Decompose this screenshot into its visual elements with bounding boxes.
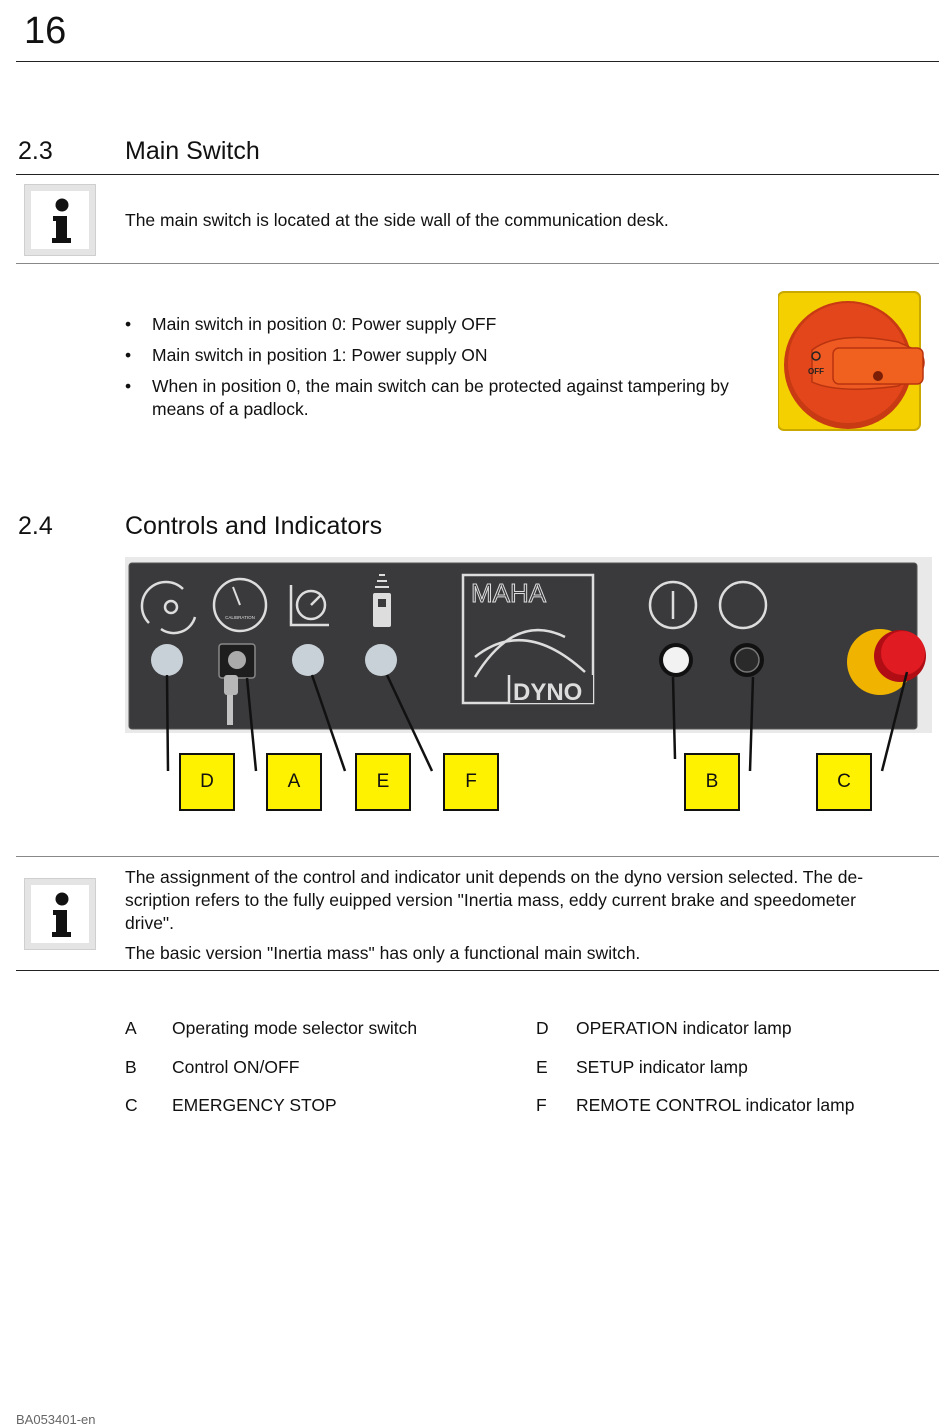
legend-item: E SETUP indicator lamp xyxy=(536,1056,748,1077)
setup-lamp xyxy=(292,644,324,676)
callout-f: F xyxy=(443,753,499,811)
info-rule xyxy=(16,263,939,264)
legend-item: A Operating mode selector switch xyxy=(125,1018,418,1038)
callout-b: B xyxy=(684,753,740,811)
info-note: The main switch is located at the side wall of the communication desk. xyxy=(125,210,669,230)
info-icon xyxy=(24,878,96,950)
svg-text:CALIBRATION: CALIBRATION xyxy=(225,615,255,620)
control-panel-image xyxy=(125,557,932,817)
info-rule xyxy=(16,856,939,857)
info-rule xyxy=(16,970,939,971)
list-item: • Main switch in position 0: Power supply OFF xyxy=(125,313,775,336)
operation-lamp xyxy=(151,644,183,676)
list-item: • Main switch in position 1: Power supply ON xyxy=(125,344,775,367)
info-icon xyxy=(24,184,96,256)
legend-right xyxy=(536,1018,916,1134)
legend-item: D OPERATION indicator lamp xyxy=(536,1018,792,1038)
bullet-list xyxy=(125,313,775,429)
svg-text:DYNO: DYNO xyxy=(513,679,583,706)
section-title: Main Switch xyxy=(125,137,260,165)
document-code: BA053401-en xyxy=(16,1412,96,1427)
header-rule xyxy=(16,61,939,62)
section-rule xyxy=(16,174,939,175)
info-note: The assignment of the control and indicator unit depends on the dyno version selected. The de- scription refers to the fully euipped version "Inertia mass, eddy current brake and speedometer drive". The basic version "Inertia mass" has only a functional main switch. xyxy=(125,867,864,963)
page-number: 16 xyxy=(24,10,67,52)
section-title: Controls and Indicators xyxy=(125,512,383,540)
callout-c: C xyxy=(816,753,872,811)
remote-control-lamp xyxy=(365,644,397,676)
legend-item: B Control ON/OFF xyxy=(125,1056,300,1077)
legend-item: F REMOTE CONTROL indicator lamp xyxy=(536,1095,855,1115)
legend-item: C EMERGENCY STOP xyxy=(125,1095,337,1115)
callout-d: D xyxy=(179,753,235,811)
section-number: 2.3 xyxy=(18,137,53,165)
main-switch-image xyxy=(778,290,936,438)
list-item: • When in position 0, the main switch can be protected against tampering by means of a padlock. xyxy=(125,375,775,421)
legend-left xyxy=(125,1018,505,1134)
svg-text:MAHA: MAHA xyxy=(471,578,547,608)
section-number: 2.4 xyxy=(18,512,53,540)
switch-off-label: OFF xyxy=(808,367,824,376)
callout-e: E xyxy=(355,753,411,811)
callout-a: A xyxy=(266,753,322,811)
